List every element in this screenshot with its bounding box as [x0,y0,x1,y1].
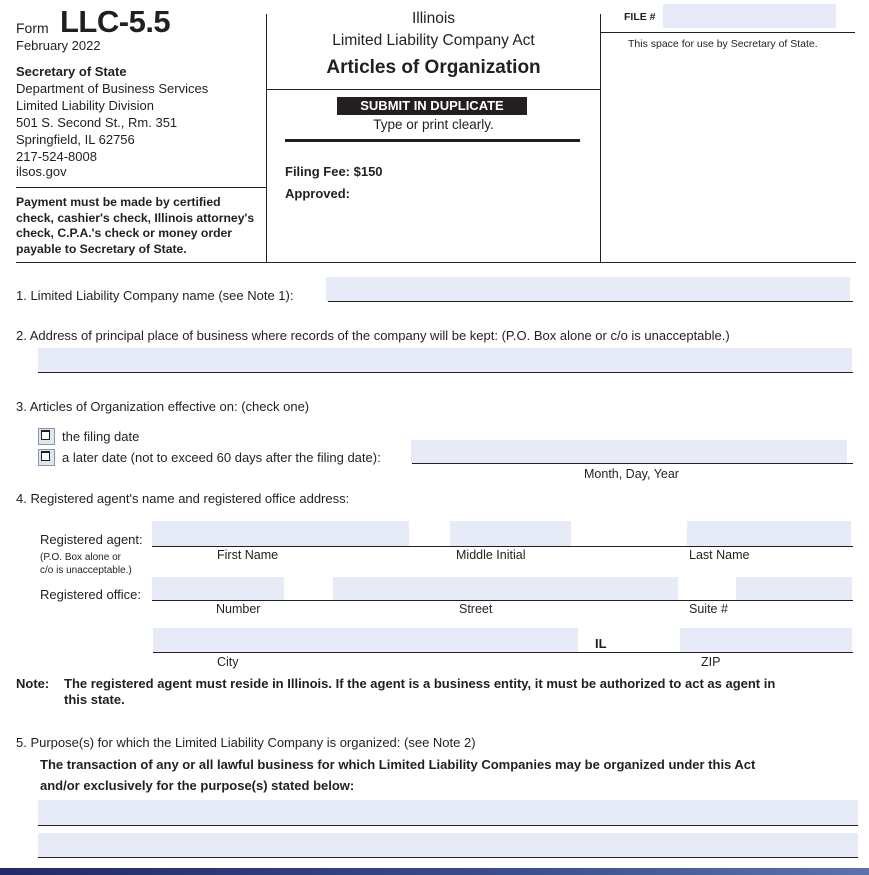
later-date-checkbox[interactable] [38,449,55,466]
checkbox-icon [41,430,50,440]
office-city-input[interactable] [153,628,578,652]
file-number-label: FILE # [624,11,656,23]
city-caption: City [217,655,239,669]
item-2-label: 2. Address of principal place of business where records of the company will be kept: (P.O. Box alone or c/o is unacceptable.) [16,328,730,343]
payment-line: payable to Secretary of State. [16,241,187,256]
office-suite-input[interactable] [736,577,852,600]
type-note: Type or print clearly. [373,117,494,132]
item-1-label: 1. Limited Liability Company name (see Note 1): [16,288,294,303]
filing-date-checkbox[interactable] [38,428,55,445]
header-divider-left [266,14,267,262]
payment-line: check, cashier's check, Illinois attorney's [16,210,255,225]
purpose-text-line: and/or exclusively for the purpose(s) stated below: [40,778,355,793]
street-caption: Street [459,602,493,616]
website[interactable]: ilsos.gov [16,164,67,179]
address-street: 501 S. Second St., Rm. 351 [16,115,178,130]
purpose-input-line-1[interactable] [38,800,858,825]
act-name: Limited Liability Company Act [332,32,535,49]
file-rule [601,32,855,33]
principal-address-input[interactable] [38,348,852,372]
filing-date-option: the filing date [62,429,140,444]
note-text-line: this state. [64,692,125,707]
filing-fee: Filing Fee: $150 [285,164,383,179]
registered-office-label: Registered office: [40,587,141,602]
form-prefix: Form [16,20,49,36]
item-3-label: 3. Articles of Organization effective on: (check one) [16,399,310,414]
first-name-caption: First Name [217,548,279,562]
purpose-input-line-2[interactable] [38,833,858,857]
middle-initial-caption: Middle Initial [456,548,526,562]
submit-banner: SUBMIT IN DUPLICATE [337,97,527,115]
file-number-field[interactable] [663,4,836,28]
agent-note-line: (P.O. Box alone or [40,552,121,563]
item-4-label: 4. Registered agent's name and registered office address: [16,491,350,506]
later-date-option: a later date (not to exceed 60 days after the filing date): [62,450,381,465]
form-number: LLC-5.5 [60,4,171,39]
form-date: February 2022 [16,38,101,53]
note-text-line: The registered agent must reside in Illinois. If the agent is a business entity, it must be authorized to act as agent in [64,676,776,691]
sos-space-note: This space for use by Secretary of State. [628,38,818,50]
last-name-caption: Last Name [689,548,750,562]
header-divider-right [600,14,601,262]
item-5-label: 5. Purpose(s) for which the Limited Liability Company is organized: (see Note 2) [16,735,476,750]
purpose-text-line: The transaction of any or all lawful business for which Limited Liability Companies may be organized under this Act [40,757,756,772]
department: Department of Business Services [16,81,209,96]
payment-line: check, C.P.A.'s check or money order [16,226,233,240]
checkbox-icon [41,451,50,461]
sos-title: Secretary of State [16,64,127,79]
suite-caption: Suite # [689,602,728,616]
date-format-caption: Month, Day, Year [584,467,679,481]
later-date-input[interactable] [411,440,847,463]
approved-label: Approved: [285,186,350,201]
agent-middle-initial-input[interactable] [450,521,571,546]
office-number-input[interactable] [152,577,284,600]
payment-line: Payment must be made by certified [16,195,221,209]
title-rule [267,89,601,90]
agent-last-name-input[interactable] [687,521,851,546]
division: Limited Liability Division [16,98,154,113]
agent-first-name-input[interactable] [152,521,409,546]
agent-note-line: c/o is unacceptable.) [40,565,132,576]
address-city: Springfield, IL 62756 [16,132,135,147]
header-bottom-rule [16,262,856,263]
phone: 217-524-8008 [16,149,97,164]
office-street-input[interactable] [333,577,678,600]
number-caption: Number [216,602,261,616]
payment-note [16,195,254,257]
state-value: IL [595,636,607,651]
center-rule [285,139,580,142]
zip-caption: ZIP [701,655,721,669]
page-title: Articles of Organization [326,57,541,78]
note-label: Note: [16,676,50,691]
office-zip-input[interactable] [680,628,852,652]
llc-name-input[interactable] [326,277,850,301]
bottom-band [0,868,869,875]
state-name: Illinois [411,10,456,27]
registered-agent-label: Registered agent: [40,532,143,547]
